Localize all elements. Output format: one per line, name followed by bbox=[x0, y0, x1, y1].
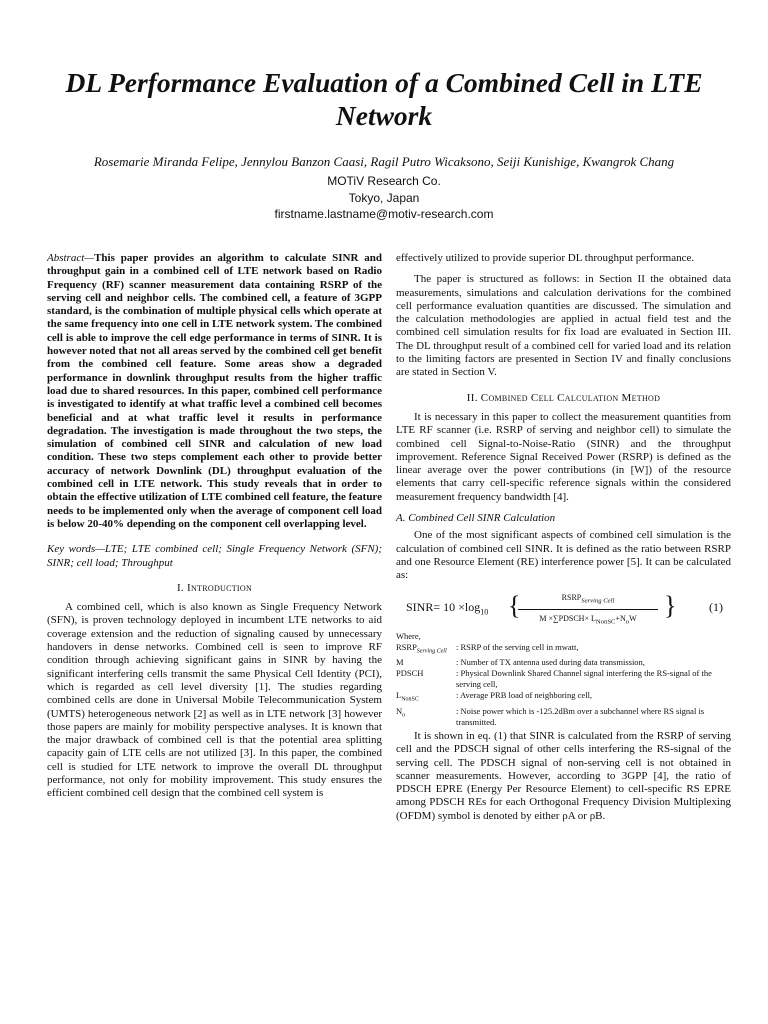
variable-definitions bbox=[396, 631, 731, 728]
subsection-heading-sinr: A. Combined Cell SINR Calculation bbox=[396, 512, 556, 525]
paper-title: DL Performance Evaluation of a Combined Cell in LTE Network bbox=[65, 67, 703, 131]
paper-structure-paragraph: The paper is structured as follows: in Section II the obtained data measurements, simulations and calculation derivations for the combined cell performance evaluation quantities are discussed. The simulation and the calculation methodologies are applied in actual field test and the combined cell simulation results for fix load are evaluated in Section III. The DL throughput result of a combined cell for varied load and its relation to the limiting factors are presented in Section IV and finally conclusions are stated in Section V. bbox=[396, 273, 731, 379]
section-heading-introduction: I. Introduction bbox=[176, 581, 253, 594]
section-heading-method: II. Combined Cell Calculation Method bbox=[466, 391, 661, 404]
definition-row: $RSRP_{Serving Cell}$ : RSRP of the serving cell in mwatt, bbox=[396, 641, 579, 655]
abstract-label: Abstract— bbox=[47, 252, 95, 264]
right-brace-symbol: } bbox=[664, 590, 677, 620]
sinr-explanation-paragraph: It is shown in eq. (1) that SINR is calculated from the RSRP of serving cell and the PDSCH signal of other cells interfering the RS-signal of the serving cell. The PDSCH signal of non-serving cell is not obtained in scanner measurements. However, according to 3GPP [4], the ratio of PDSCH EPRE (Energy Per Resource Element) to cell-specific RS EPRE among PDSCH REs for each Orthogonal Frequency Division Multiplexing (OFDM) symbol is denoted by either ρA or ρB. bbox=[396, 729, 731, 822]
equation-lhs: SINR= $10 \times\log_{10}$ bbox=[406, 599, 489, 616]
method-paragraph: It is necessary in this paper to collect the measurement quantities from LTE RF scanner (i.e. RSRP of serving and neighbor cell) to simulate the combined cell Signal-to-Noise-Ratio (SINR) and the throughput improvement. Reference Signal Received Power (RSRP) is defined as the linear average over the power contributions (in [W]) of the resource elements that carry cell-specific reference signals within the considered measurement frequency bandwidth [4]. bbox=[396, 410, 731, 503]
equation-numerator: $RSRP_{Serving Cell}$ bbox=[518, 591, 658, 611]
affiliation-location: Tokyo, Japan bbox=[348, 191, 420, 205]
introduction-paragraph: A combined cell, which is also known as Single Frequency Network (SFN), is proven technology deployed in incumbent LTE networks to aid coverage extension and the reduction of signaling caused by unnecessary handovers in dense networks. Combined cell is seen to improve RF condition through achieving significant gains in SINR by having the significant interfering cells transmit the same Physical Cell Identity (PCI), which is regarded as cell level diversity [1]. The studies regarding combined cells are done in Universal Mobile Telecommunication System (UMTS) heterogeneous network [2] as well as in LTE network [3] however those papers are mainly for mobility perspective analyses. It is known that the major drawback of combined cell is that the potential area splitting capacity gain of LTE cells are not utilized [3]. In this paper, the combined cell is studied for LTE network to improve the overall DL throughput performance, not only for mobility improvement. This study ensures the efficient combined cell design that the combined cell system is bbox=[47, 601, 382, 800]
equation-number: (1) bbox=[709, 599, 723, 614]
author-list: Rosemarie Miranda Felipe, Jennylou Banzon Caasi, Ragil Putro Wicaksono, Seiji Kunishige, Kwangrok Chang bbox=[93, 154, 675, 169]
equation-denominator: M ×∑PDSCH× $L_{NonSC}+N_oW$ bbox=[539, 614, 637, 627]
sinr-equation bbox=[396, 591, 731, 625]
where-label: Where, bbox=[396, 630, 421, 641]
sinr-intro-paragraph: One of the most significant aspects of combined cell simulation is the calculation of combined cell SINR. It is defined as the ratio between RSRP and one Resource Element (RE) interference power [5]. It can be calculated as: bbox=[396, 529, 731, 582]
keywords: Key words—LTE; LTE combined cell; Single Frequency Network (SFN); SINR; cell load; Throughput bbox=[47, 543, 382, 569]
introduction-continued: effectively utilized to provide superior DL throughput performance. bbox=[396, 252, 695, 264]
right-column bbox=[396, 252, 731, 823]
definition-row: $L_{NonSC}$ : Average PRB load of neighboring cell, bbox=[396, 690, 593, 703]
definition-row: PDSCH : Physical Downlink Shared Channel signal interfering the RS-signal of the serving cell, bbox=[396, 668, 712, 690]
abstract-text: This paper provides an algorithm to calculate SINR and throughput gain in a combined cell of LTE network based on Radio Frequency (RF) scanner measurement data containing RSRP of the serving cell and neighbor cells. The combined cell, a feature of 3GPP standard, is the combination of multiple physical cells which operate at the same frequency into one cell in LTE network system. The combined cell is able to improve the cell edge performance in terms of SINR. It is however noted that not all areas served by the combined cell get benefit from the combined cell feature. Some areas show a degraded performance in downlink throughput results from the higher traffic load due to shared resources. In this paper, combined cell performance is investigated to identify at what traffic level a combined cell becomes beneficial and at what traffic level it results in performance degradation. The investigation is made throughout the two steps, the simulation of combined cell SINR and calculation of new load condition. These two steps complement each other to provide better accuracy of network Downlink (DL) throughput evaluation of the combined cell in LTE network. This study reveals that in order to obtain the effective utilization of LTE combined cell feature, the feature needs to be implemented only when the average of component cell load is below 20-40% depending on the component cell overlapping level. bbox=[47, 252, 382, 530]
author-email: firstname.lastname@motiv-research.com bbox=[274, 207, 494, 221]
equation-fraction bbox=[518, 591, 658, 630]
left-brace-symbol: { bbox=[508, 590, 521, 620]
affiliation-organization: MOTiV Research Co. bbox=[327, 174, 441, 188]
left-column bbox=[47, 252, 382, 801]
definition-row: $N_o$ : Noise power which is -125.2dBm over a subchannel where RS signal is transmitted. bbox=[396, 705, 705, 727]
definition-row: M : Number of TX antenna used during data transmission, bbox=[396, 657, 645, 668]
abstract bbox=[47, 252, 382, 531]
